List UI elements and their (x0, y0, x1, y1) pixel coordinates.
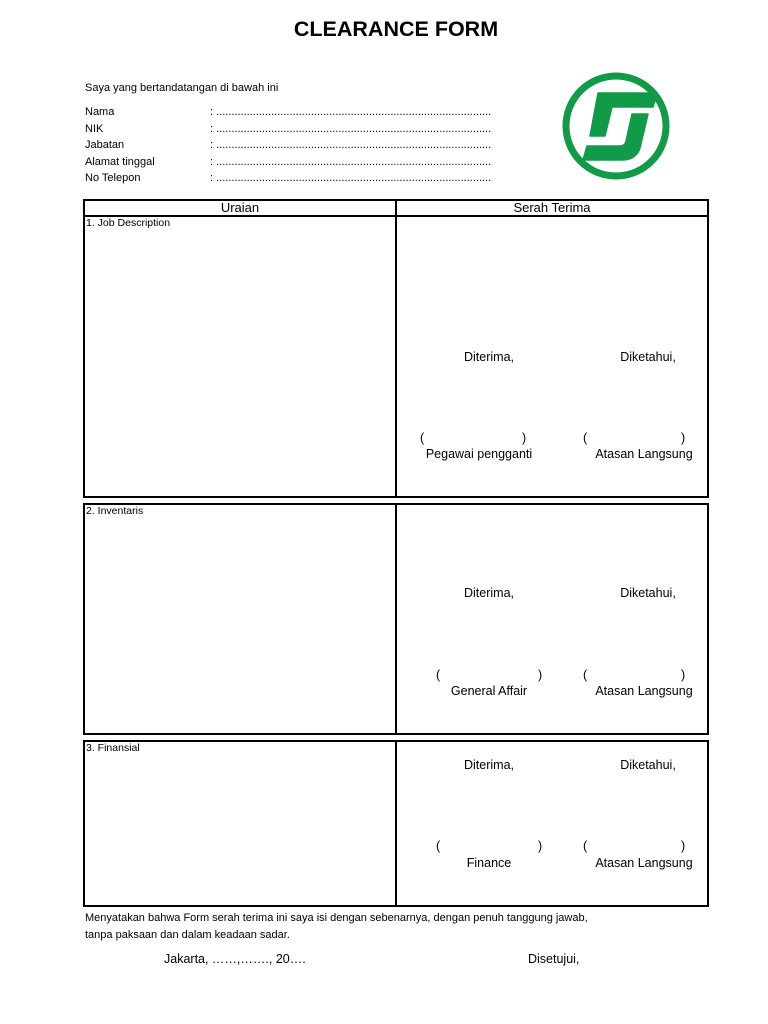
signature-open-paren: ( (583, 839, 588, 853)
statement-line-2: tanpa paksaan dan dalam keadaan sadar. (85, 929, 290, 941)
received-label: Diterima, (463, 758, 514, 772)
field-dotted-line: : .......................................................................................... (210, 122, 492, 135)
intro-text: Saya yang bertandatangan di bawah ini (85, 82, 279, 94)
acknowledged-label: Diketahui, (620, 758, 676, 772)
receiver-signatory-label: Pegawai pengganti (425, 447, 533, 461)
field-dotted-line: : .......................................................................................... (210, 172, 492, 184)
section-job-description (83, 199, 709, 498)
handover-cell (397, 505, 707, 733)
signature-open-paren: ( (583, 668, 588, 682)
field-dotted-line: : .......................................................................................... (210, 106, 492, 118)
field-label: Nama (85, 106, 115, 118)
field-dotted-line: : .......................................................................................... (210, 155, 492, 168)
section-inventaris (83, 503, 709, 735)
approver-signatory-label: Atasan Langsung (595, 856, 693, 870)
section-finansial (83, 740, 709, 907)
table-header-serah-terima: Serah Terima (513, 200, 591, 215)
receiver-signatory-label: Finance (466, 856, 512, 870)
receiver-signatory-label: General Affair (450, 684, 528, 698)
field-row-alamat-tinggal (85, 156, 497, 169)
field-label: NIK (85, 122, 104, 135)
signature-open-paren: ( (436, 839, 441, 853)
description-cell (85, 217, 395, 496)
statement-line-1: Menyatakan bahwa Form serah terima ini saya isi dengan sebenarnya, dengan penuh tanggung jawab, (85, 912, 588, 924)
field-label: Jabatan (85, 139, 125, 151)
field-row-no-telepon (85, 172, 497, 185)
field-row-nama (85, 106, 497, 119)
form-title: CLEARANCE FORM (293, 17, 499, 41)
signature-open-paren: ( (420, 431, 425, 445)
field-row-jabatan (85, 139, 497, 152)
signature-open-paren: ( (583, 431, 588, 445)
signature-close-paren: ) (522, 431, 527, 445)
section-title: 2. Inventaris (86, 505, 144, 517)
handover-cell (397, 217, 707, 496)
approved-label: Disetujui, (528, 952, 580, 966)
signature-close-paren: ) (538, 668, 543, 682)
acknowledged-label: Diketahui, (620, 350, 676, 364)
company-logo-icon (560, 70, 672, 182)
signature-close-paren: ) (681, 839, 686, 853)
signature-close-paren: ) (681, 668, 686, 682)
signature-close-paren: ) (538, 839, 543, 853)
section-title: 1. Job Description (86, 217, 171, 229)
signature-close-paren: ) (681, 431, 686, 445)
description-cell (85, 505, 395, 733)
field-label: Alamat tinggal (85, 155, 155, 168)
received-label: Diterima, (463, 350, 514, 364)
handover-cell (397, 742, 707, 905)
field-label: No Telepon (85, 172, 141, 184)
logo-ring (566, 76, 666, 176)
place-date: Jakarta, ……,……., 20…. (164, 952, 306, 966)
section-title: 3. Finansial (86, 742, 140, 754)
description-cell (85, 742, 395, 905)
field-row-nik (85, 123, 497, 136)
received-label: Diterima, (463, 586, 514, 600)
field-dotted-line: : .......................................................................................... (210, 139, 492, 151)
acknowledged-label: Diketahui, (620, 586, 676, 600)
table-header-uraian: Uraian (220, 200, 260, 215)
approver-signatory-label: Atasan Langsung (595, 684, 693, 698)
approver-signatory-label: Atasan Langsung (595, 447, 693, 461)
signature-open-paren: ( (436, 668, 441, 682)
